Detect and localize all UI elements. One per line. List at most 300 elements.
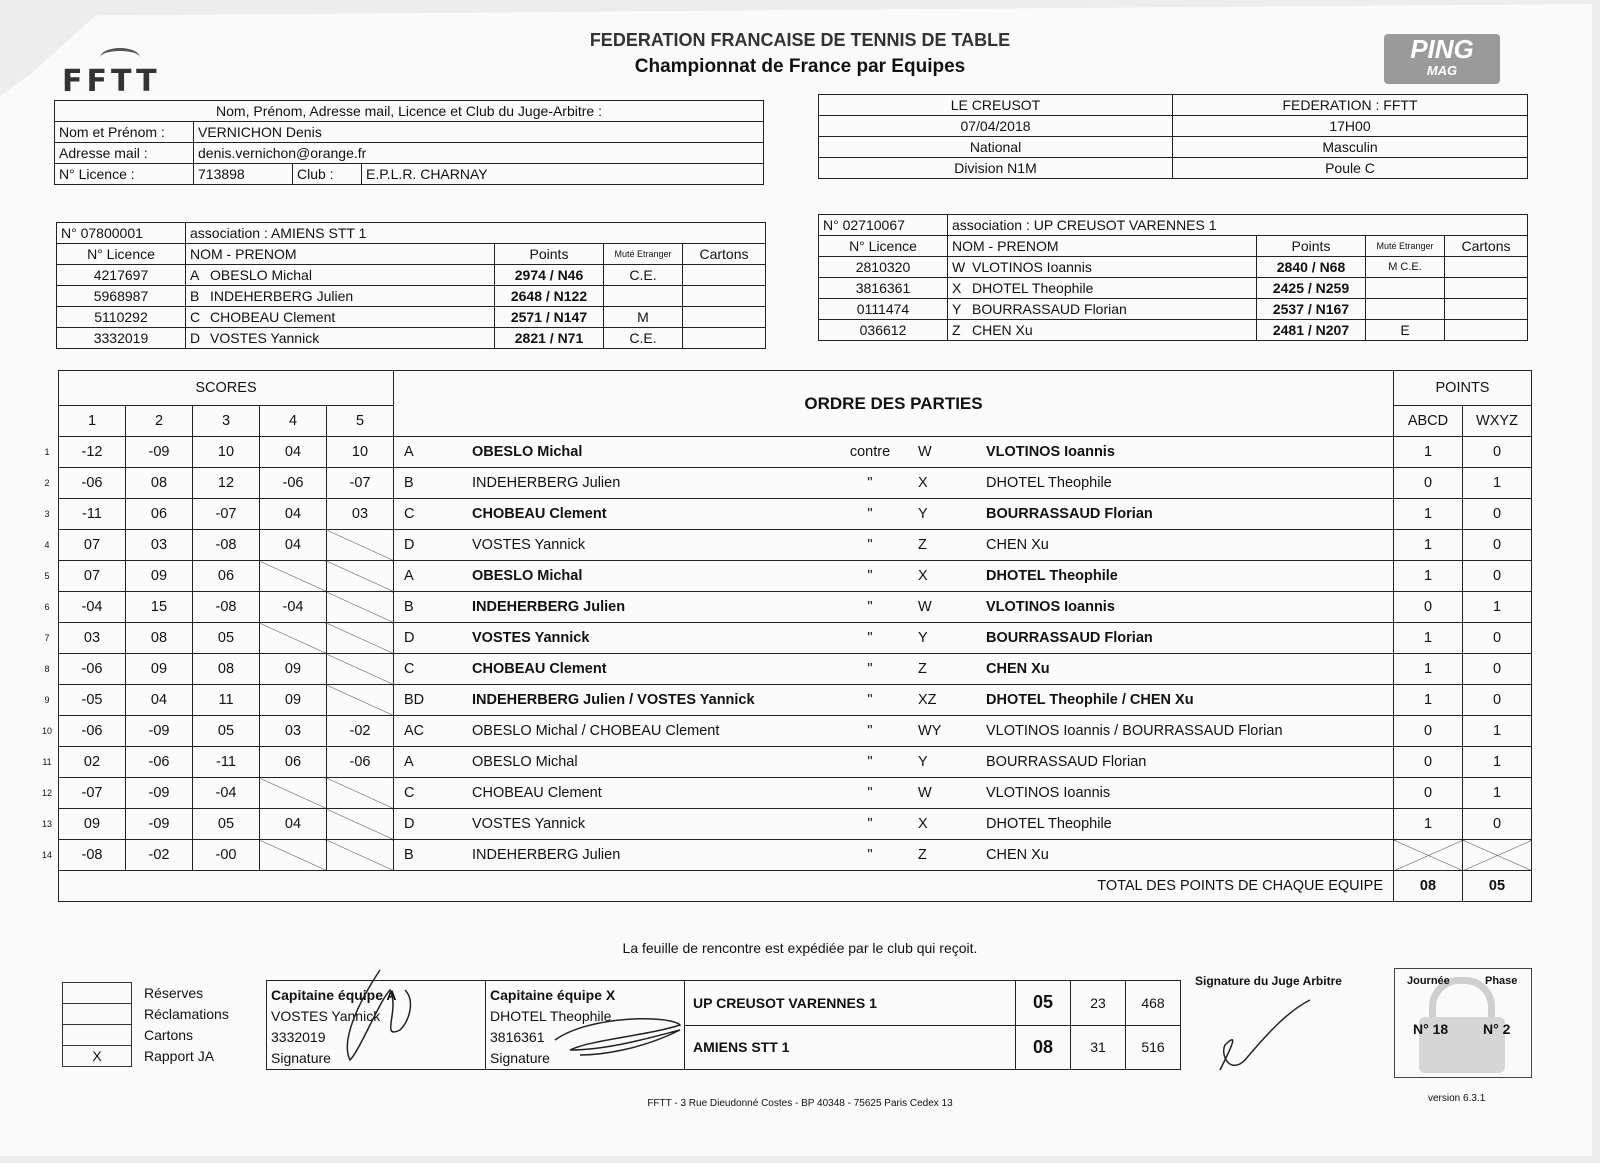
team-b-letter: W: [914, 437, 982, 468]
set-score-3: 05: [193, 809, 260, 840]
set-score-3: 06: [193, 561, 260, 592]
set-score-3: 11: [193, 685, 260, 716]
team-a-letter: C: [394, 778, 469, 809]
versus-label: ": [826, 716, 914, 747]
versus-label: ": [826, 561, 914, 592]
team-b-letter: Z: [914, 654, 982, 685]
team-b-player: DHOTEL Theophile / CHEN Xu: [982, 685, 1375, 716]
mag-text: MAG: [1426, 63, 1458, 78]
match-number: 6: [36, 592, 59, 623]
result-team1: UP CREUSOT VARENNES 1: [685, 981, 1016, 1026]
team-b-letter: X: [914, 561, 982, 592]
points-header: POINTS: [1394, 371, 1532, 406]
match-row: [36, 437, 1532, 468]
points-wxyz: 1: [1463, 592, 1532, 623]
set-score-1: -06: [59, 654, 126, 685]
result-team2-points: 08: [1016, 1025, 1071, 1070]
points-wxyz: 0: [1463, 561, 1532, 592]
spacer: [1375, 468, 1394, 499]
team-a-player: OBESLO Michal: [468, 437, 826, 468]
set-score-1: -11: [59, 499, 126, 530]
team-b-col-name: NOM - PRENOM: [948, 236, 1257, 257]
match-row: [36, 654, 1532, 685]
match-info-table: [818, 94, 1528, 179]
set-score-4: [260, 561, 327, 592]
set-score-1: -08: [59, 840, 126, 871]
set-score-5: [327, 530, 394, 561]
match-number: 5: [36, 561, 59, 592]
result-team2-balls: 516: [1126, 1025, 1181, 1070]
set-score-1: -06: [59, 468, 126, 499]
spacer: [1375, 623, 1394, 654]
match-level: National: [819, 137, 1173, 158]
set-score-3: -11: [193, 747, 260, 778]
captain-x-signature-label: Signature: [490, 1050, 550, 1066]
points-wxyz: 0: [1463, 623, 1532, 654]
set-1-header: 1: [59, 406, 126, 437]
team-a-player: CHOBEAU Clement: [468, 499, 826, 530]
team-b-player: VLOTINOS Ioannis: [982, 592, 1375, 623]
versus-label: ": [826, 468, 914, 499]
spacer: [1375, 747, 1394, 778]
set-score-2: -09: [126, 809, 193, 840]
set-score-4: 04: [260, 499, 327, 530]
team-a-letter: C: [394, 499, 469, 530]
team-b-letter: XZ: [914, 685, 982, 716]
set-score-5: [327, 778, 394, 809]
team-a-player: VOSTES Yannick: [468, 623, 826, 654]
set-score-3: -08: [193, 530, 260, 561]
set-score-5: 10: [327, 437, 394, 468]
set-score-1: 03: [59, 623, 126, 654]
versus-label: ": [826, 747, 914, 778]
federation-address: FFTT - 3 Rue Dieudonné Costes - BP 40348 - 75625 Paris Cedex 13: [647, 1098, 953, 1109]
team-b-player: CHEN Xu: [982, 840, 1375, 871]
result-team2: AMIENS STT 1: [685, 1025, 1016, 1070]
match-number: 4: [36, 530, 59, 561]
set-score-1: -12: [59, 437, 126, 468]
journee-value: N° 18: [1413, 1021, 1449, 1037]
set-score-5: [327, 592, 394, 623]
cartons-label: Cartons: [144, 1026, 194, 1043]
set-score-3: -07: [193, 499, 260, 530]
team-a-player: INDEHERBERG Julien: [468, 840, 826, 871]
points-abcd: 0: [1394, 747, 1463, 778]
team-b-table: [818, 214, 1528, 341]
team-b-col-points: Points: [1257, 236, 1366, 257]
points-abcd: 0: [1394, 716, 1463, 747]
set-score-3: 10: [193, 437, 260, 468]
licence-label: N° Licence :: [55, 164, 194, 185]
match-number: 12: [36, 778, 59, 809]
set-score-4: 06: [260, 747, 327, 778]
points-abcd: 0: [1394, 592, 1463, 623]
referee-club: E.P.L.R. CHARNAY: [362, 164, 764, 185]
match-number: 11: [36, 747, 59, 778]
team-a-association: association : AMIENS STT 1: [186, 223, 766, 244]
team-b-letter: Z: [914, 840, 982, 871]
team-b-player-row: 0111474 Y BOURRASSAUD Florian 2537 / N167: [819, 299, 1528, 320]
points-abcd: 1: [1394, 561, 1463, 592]
team-a-col-licence: N° Licence: [57, 244, 186, 265]
set-score-5: [327, 623, 394, 654]
match-row: [36, 747, 1532, 778]
captain-x-licence: 3816361: [490, 1029, 545, 1045]
set-score-5: [327, 561, 394, 592]
match-division: Division N1M: [819, 158, 1173, 179]
team-b-col-cards: Cartons: [1445, 236, 1528, 257]
team-a-player-row: 3332019 D VOSTES Yannick 2821 / N71 C.E.: [57, 328, 766, 349]
set-score-1: -05: [59, 685, 126, 716]
match-row: [36, 778, 1532, 809]
points-abcd: 1: [1394, 685, 1463, 716]
spacer: [1375, 499, 1394, 530]
reserves-label: Réserves: [144, 984, 204, 1001]
team-a-player: OBESLO Michal: [468, 747, 826, 778]
match-number: 8: [36, 654, 59, 685]
team-a-player-row: 4217697 A OBESLO Michal 2974 / N46 C.E.: [57, 265, 766, 286]
set-score-5: [327, 685, 394, 716]
scores-header: SCORES: [59, 371, 394, 406]
ja-signature: [1210, 990, 1320, 1080]
phase-value: N° 2: [1483, 1021, 1511, 1037]
set-score-3: 05: [193, 623, 260, 654]
team-a-letter: C: [394, 654, 469, 685]
team-a-col-mute: Muté Etranger: [604, 244, 683, 265]
match-row: [36, 685, 1532, 716]
result-team1-sets: 23: [1071, 981, 1126, 1026]
matches-table: [36, 370, 1532, 902]
result-team1-balls: 468: [1126, 981, 1181, 1026]
points-wxyz: 1: [1463, 747, 1532, 778]
team-b-letter: W: [914, 592, 982, 623]
captain-a-signature-label: Signature: [271, 1050, 331, 1066]
points-wxyz: 1: [1463, 716, 1532, 747]
team-b-letter: W: [914, 778, 982, 809]
set-score-5: [327, 809, 394, 840]
points-wxyz: 0: [1463, 685, 1532, 716]
set-score-3: -04: [193, 778, 260, 809]
points-wxyz: 0: [1463, 654, 1532, 685]
versus-label: ": [826, 778, 914, 809]
captain-a-title: Capitaine équipe A: [271, 987, 397, 1003]
match-date: 07/04/2018: [819, 116, 1173, 137]
match-row: [36, 809, 1532, 840]
federation-title: FEDERATION FRANCAISE DE TENNIS DE TABLE: [589, 30, 1011, 50]
team-b-col-mute: Muté Etranger: [1366, 236, 1445, 257]
team-a-number: N° 07800001: [57, 223, 186, 244]
reclamations-label: Réclamations: [144, 1005, 229, 1022]
set-score-5: -02: [327, 716, 394, 747]
points-abcd: 0: [1394, 468, 1463, 499]
team-b-letter: WY: [914, 716, 982, 747]
team-b-number: N° 02710067: [819, 215, 948, 236]
journee-phase-box: [1394, 968, 1532, 1078]
team-b-player: DHOTEL Theophile: [982, 561, 1375, 592]
set-score-4: 03: [260, 716, 327, 747]
team-a-letter: A: [394, 437, 469, 468]
spacer: [1375, 530, 1394, 561]
versus-label: ": [826, 840, 914, 871]
team-a-player: INDEHERBERG Julien: [468, 468, 826, 499]
rapport-label: Rapport JA: [144, 1047, 215, 1064]
match-federation: FEDERATION : FFTT: [1173, 95, 1528, 116]
reports-box: [62, 982, 229, 1066]
total-label: TOTAL DES POINTS DE CHAQUE EQUIPE: [59, 871, 1394, 902]
set-score-2: -09: [126, 778, 193, 809]
team-b-player: CHEN Xu: [982, 530, 1375, 561]
set-score-4: [260, 778, 327, 809]
points-wxyz: 1: [1463, 778, 1532, 809]
match-time: 17H00: [1173, 116, 1528, 137]
captain-a-licence: 3332019: [271, 1029, 326, 1045]
version-label: version 6.3.1: [1428, 1093, 1486, 1104]
team-a-letter: D: [394, 530, 469, 561]
team-a-letter: D: [394, 623, 469, 654]
spacer: [1375, 716, 1394, 747]
set-score-4: -06: [260, 468, 327, 499]
set-4-header: 4: [260, 406, 327, 437]
set-score-2: -09: [126, 437, 193, 468]
captain-a-signature: [320, 960, 430, 1070]
set-score-2: -09: [126, 716, 193, 747]
match-row: [36, 840, 1532, 871]
reserves-checkbox[interactable]: [62, 982, 132, 1004]
match-location: LE CREUSOT: [819, 95, 1173, 116]
set-score-3: -00: [193, 840, 260, 871]
rapport-checkbox[interactable]: X: [62, 1045, 132, 1067]
points-wxyz: 1: [1463, 468, 1532, 499]
team-b-association: association : UP CREUSOT VARENNES 1: [948, 215, 1528, 236]
set-score-2: 09: [126, 654, 193, 685]
team-a-col-cards: Cartons: [683, 244, 766, 265]
set-score-1: 09: [59, 809, 126, 840]
set-score-2: 09: [126, 561, 193, 592]
team-a-letter: BD: [394, 685, 469, 716]
set-score-2: 06: [126, 499, 193, 530]
captain-x-signature: [550, 1010, 690, 1060]
versus-label: ": [826, 623, 914, 654]
team-b-player: VLOTINOS Ioannis / BOURRASSAUD Florian: [982, 716, 1375, 747]
team-a-player: CHOBEAU Clement: [468, 654, 826, 685]
spacer: [1375, 840, 1394, 871]
pingpong-mag-logo: [1384, 34, 1500, 84]
points-wxyz: [1463, 840, 1532, 871]
set-score-4: [260, 840, 327, 871]
set-score-3: 08: [193, 654, 260, 685]
match-number: 2: [36, 468, 59, 499]
team-b-player: DHOTEL Theophile: [982, 809, 1375, 840]
club-label: Club :: [293, 164, 362, 185]
spacer: [1375, 437, 1394, 468]
spacer: [1375, 685, 1394, 716]
set-score-2: 08: [126, 623, 193, 654]
set-score-2: -02: [126, 840, 193, 871]
set-score-4: [260, 623, 327, 654]
referee-licence: 713898: [194, 164, 293, 185]
team-a-letter: B: [394, 592, 469, 623]
spacer: [1375, 592, 1394, 623]
match-number: 9: [36, 685, 59, 716]
points-abcd: 1: [1394, 530, 1463, 561]
match-gender: Masculin: [1173, 137, 1528, 158]
reclamations-checkbox[interactable]: [62, 1003, 132, 1025]
points-wxyz: 0: [1463, 437, 1532, 468]
match-number: 10: [36, 716, 59, 747]
match-row: [36, 468, 1532, 499]
fftt-logo: FFTT: [62, 64, 161, 99]
result-team1-points: 05: [1016, 981, 1071, 1026]
set-score-4: 04: [260, 530, 327, 561]
match-number: 3: [36, 499, 59, 530]
name-label: Nom et Prénom :: [55, 122, 194, 143]
match-row: [36, 561, 1532, 592]
captain-x-name: DHOTEL Theophile: [490, 1008, 612, 1024]
spacer: [1375, 778, 1394, 809]
team-b-player: VLOTINOS Ioannis: [982, 437, 1375, 468]
points-abcd: 0: [1394, 778, 1463, 809]
versus-label: ": [826, 809, 914, 840]
team-b-letter: Y: [914, 623, 982, 654]
referee-table: [54, 100, 764, 185]
set-score-2: -06: [126, 747, 193, 778]
team-a-player-row: 5968987 B INDEHERBERG Julien 2648 / N122: [57, 286, 766, 307]
set-score-2: 04: [126, 685, 193, 716]
set-score-5: -07: [327, 468, 394, 499]
team-b-player: VLOTINOS Ioannis: [982, 778, 1375, 809]
team-a-letter: B: [394, 840, 469, 871]
referee-email: denis.vernichon@orange.fr: [194, 143, 764, 164]
set-score-3: -08: [193, 592, 260, 623]
match-row: [36, 499, 1532, 530]
pingpong-text: PING: [1410, 34, 1474, 64]
versus-label: ": [826, 654, 914, 685]
points-wxyz: 0: [1463, 530, 1532, 561]
set-2-header: 2: [126, 406, 193, 437]
match-pool: Poule C: [1173, 158, 1528, 179]
versus-label: contre: [826, 437, 914, 468]
points-abcd: [1394, 840, 1463, 871]
match-number: 14: [36, 840, 59, 871]
team-a-letter: D: [394, 809, 469, 840]
versus-label: ": [826, 499, 914, 530]
points-wxyz: 0: [1463, 809, 1532, 840]
set-score-1: -06: [59, 716, 126, 747]
points-abcd: 1: [1394, 654, 1463, 685]
set-score-4: -04: [260, 592, 327, 623]
set-score-2: 08: [126, 468, 193, 499]
team-a-col-name: NOM - PRENOM: [186, 244, 495, 265]
abcd-header: ABCD: [1394, 406, 1463, 437]
referee-heading: Nom, Prénom, Adresse mail, Licence et Club du Juge-Arbitre :: [55, 101, 764, 122]
set-score-3: 05: [193, 716, 260, 747]
team-b-player: BOURRASSAUD Florian: [982, 499, 1375, 530]
team-b-player-row: 3816361 X DHOTEL Theophile 2425 / N259: [819, 278, 1528, 299]
match-row: [36, 623, 1532, 654]
versus-label: ": [826, 685, 914, 716]
team-a-player: CHOBEAU Clement: [468, 778, 826, 809]
team-b-player: BOURRASSAUD Florian: [982, 623, 1375, 654]
set-score-1: 02: [59, 747, 126, 778]
set-3-header: 3: [193, 406, 260, 437]
team-b-player: CHEN Xu: [982, 654, 1375, 685]
versus-label: ": [826, 592, 914, 623]
set-5-header: 5: [327, 406, 394, 437]
set-score-4: 09: [260, 654, 327, 685]
total-abcd: 08: [1394, 871, 1463, 902]
team-a-letter: AC: [394, 716, 469, 747]
set-score-4: 09: [260, 685, 327, 716]
journee-label: Journée: [1407, 975, 1450, 987]
set-score-3: 12: [193, 468, 260, 499]
result-team2-sets: 31: [1071, 1025, 1126, 1070]
spacer: [1375, 561, 1394, 592]
captain-x-title: Capitaine équipe X: [490, 987, 616, 1003]
match-row: [36, 716, 1532, 747]
captain-a-name: VOSTES Yannick: [271, 1008, 381, 1024]
team-b-col-licence: N° Licence: [819, 236, 948, 257]
team-a-col-points: Points: [495, 244, 604, 265]
match-row: [36, 530, 1532, 561]
set-score-1: 07: [59, 561, 126, 592]
set-score-4: 04: [260, 809, 327, 840]
points-abcd: 1: [1394, 623, 1463, 654]
team-b-letter: X: [914, 809, 982, 840]
match-number: 7: [36, 623, 59, 654]
dispatch-note: La feuille de rencontre est expédiée par le club qui reçoit.: [622, 940, 978, 956]
cartons-checkbox[interactable]: [62, 1024, 132, 1046]
ja-signature-label: Signature du Juge Arbitre: [1195, 974, 1342, 988]
points-abcd: 1: [1394, 499, 1463, 530]
set-score-1: 07: [59, 530, 126, 561]
team-a-player: OBESLO Michal: [468, 561, 826, 592]
match-number: 1: [36, 437, 59, 468]
points-abcd: 1: [1394, 809, 1463, 840]
set-score-5: 03: [327, 499, 394, 530]
match-number: 13: [36, 809, 59, 840]
email-label: Adresse mail :: [55, 143, 194, 164]
team-b-letter: Y: [914, 747, 982, 778]
set-score-2: 03: [126, 530, 193, 561]
set-score-5: [327, 654, 394, 685]
team-b-letter: X: [914, 468, 982, 499]
order-header: ORDRE DES PARTIES: [394, 371, 1394, 437]
versus-label: ": [826, 530, 914, 561]
points-wxyz: 0: [1463, 499, 1532, 530]
set-score-1: -04: [59, 592, 126, 623]
match-row: [36, 592, 1532, 623]
wxyz-header: WXYZ: [1463, 406, 1532, 437]
set-score-2: 15: [126, 592, 193, 623]
spacer: [1375, 809, 1394, 840]
team-b-player: DHOTEL Theophile: [982, 468, 1375, 499]
set-score-5: [327, 840, 394, 871]
team-a-player: OBESLO Michal / CHOBEAU Clement: [468, 716, 826, 747]
phase-label: Phase: [1485, 975, 1518, 987]
team-b-letter: Z: [914, 530, 982, 561]
team-a-player: INDEHERBERG Julien: [468, 592, 826, 623]
team-b-player: BOURRASSAUD Florian: [982, 747, 1375, 778]
team-b-letter: Y: [914, 499, 982, 530]
team-a-player: VOSTES Yannick: [468, 809, 826, 840]
page-title: Championnat de France par Equipes: [634, 56, 966, 77]
team-b-player-row: 2810320 W VLOTINOS Ioannis 2840 / N68 M C.E.: [819, 257, 1528, 278]
team-a-letter: A: [394, 561, 469, 592]
set-score-1: -07: [59, 778, 126, 809]
team-a-player-row: 5110292 C CHOBEAU Clement 2571 / N147 M: [57, 307, 766, 328]
team-a-table: [56, 222, 766, 349]
team-a-letter: B: [394, 468, 469, 499]
